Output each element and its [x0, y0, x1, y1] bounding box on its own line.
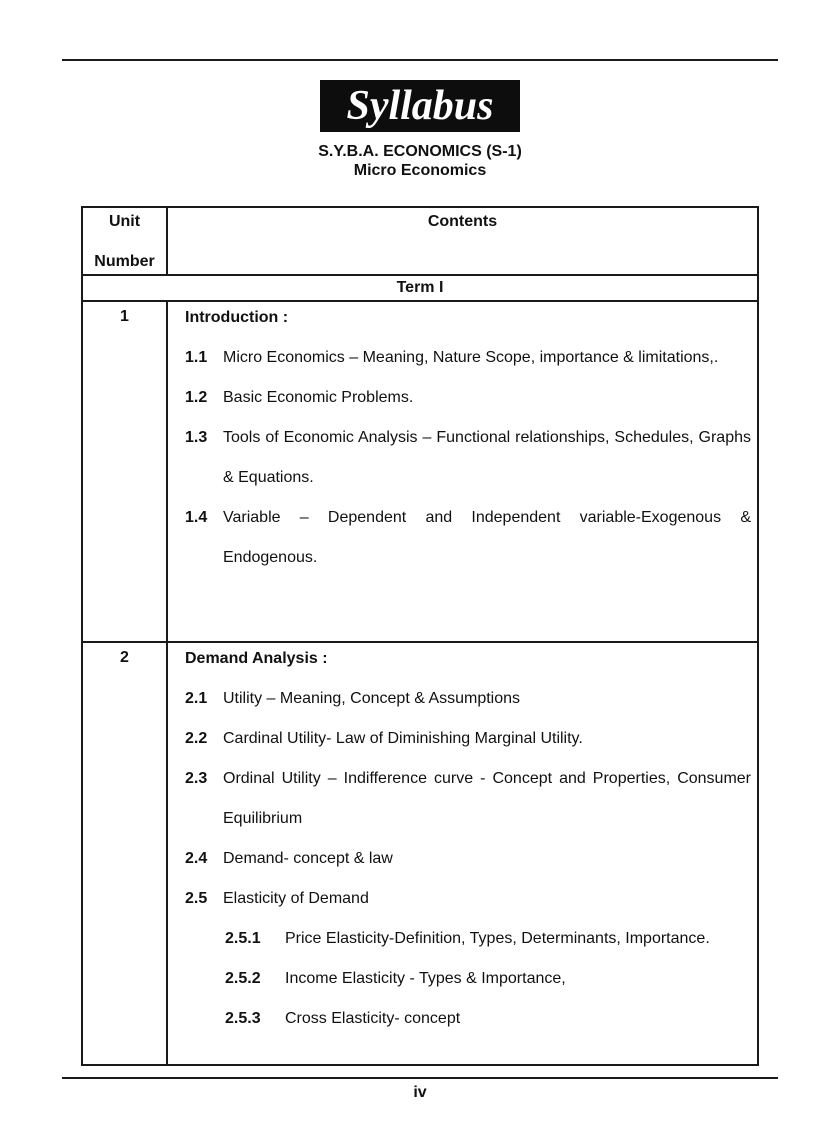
sub-list-item — [185, 919, 751, 959]
table-row-unit-1 — [83, 300, 757, 641]
item-text: Basic Economic Problems. — [223, 389, 414, 406]
subitem-number: 2.5.3 — [225, 1010, 261, 1027]
syllabus-title-banner — [320, 80, 520, 132]
list-item — [185, 759, 751, 839]
table-row-unit-2 — [83, 641, 757, 1064]
unit-title: Demand Analysis : — [185, 650, 328, 667]
item-number: 2.1 — [185, 690, 208, 707]
list-item — [185, 418, 751, 498]
item-number: 1.1 — [185, 349, 208, 366]
contents-header: Contents — [427, 213, 498, 230]
item-number: 2.5 — [185, 890, 208, 907]
list-item — [185, 679, 751, 719]
subitem-text: Income Elasticity - Types & Importance, — [285, 970, 566, 987]
unit-number: 1 — [83, 302, 168, 641]
subitem-text: Price Elasticity-Definition, Types, Determinants, Importance. — [285, 930, 710, 947]
page-number: iv — [413, 1084, 427, 1101]
item-number: 1.4 — [185, 509, 208, 526]
table-header-row — [83, 208, 757, 274]
item-number: 2.4 — [185, 850, 208, 867]
item-number: 2.3 — [185, 770, 208, 787]
list-item — [185, 338, 751, 378]
unit-contents — [168, 643, 757, 1064]
page-title: Syllabus — [346, 83, 494, 129]
unit-number-header — [83, 208, 168, 274]
list-item — [185, 378, 751, 418]
item-text: Variable – Dependent and Independent variable-Exogenous & Endogenous. — [223, 509, 751, 566]
list-item — [185, 879, 751, 919]
term-row: Term I — [83, 274, 757, 300]
course-heading: S.Y.B.A. ECONOMICS (S-1) — [318, 143, 522, 160]
unit-number: 2 — [83, 643, 168, 1064]
item-number: 1.3 — [185, 429, 208, 446]
item-text: Ordinal Utility – Indifference curve - Concept and Properties, Consumer Equilibrium — [223, 770, 751, 827]
list-item — [185, 498, 751, 578]
unit-header-line2: Number — [94, 253, 155, 270]
unit-header-line1: Unit — [108, 213, 141, 230]
subject-heading: Micro Economics — [353, 162, 487, 179]
list-item — [185, 839, 751, 879]
item-text: Elasticity of Demand — [223, 890, 369, 907]
bottom-rule — [62, 1077, 778, 1079]
item-text: Cardinal Utility- Law of Diminishing Marginal Utility. — [223, 730, 583, 747]
item-text: Tools of Economic Analysis – Functional relationships, Schedules, Graphs & Equations. — [223, 429, 751, 486]
unit-contents — [168, 302, 757, 641]
subitem-text: Cross Elasticity- concept — [285, 1010, 461, 1027]
subitem-number: 2.5.2 — [225, 970, 261, 987]
unit-title: Introduction : — [185, 309, 289, 326]
syllabus-table — [81, 206, 759, 1066]
item-number: 2.2 — [185, 730, 208, 747]
sub-list-item — [185, 959, 751, 999]
item-text: Demand- concept & law — [223, 850, 393, 867]
list-item — [185, 719, 751, 759]
item-text: Utility – Meaning, Concept & Assumptions — [223, 690, 521, 707]
item-text: Micro Economics – Meaning, Nature Scope, importance & limitations,. — [223, 349, 719, 366]
item-number: 1.2 — [185, 389, 208, 406]
top-rule — [62, 59, 778, 61]
subitem-number: 2.5.1 — [225, 930, 261, 947]
sub-list-item — [185, 999, 751, 1039]
